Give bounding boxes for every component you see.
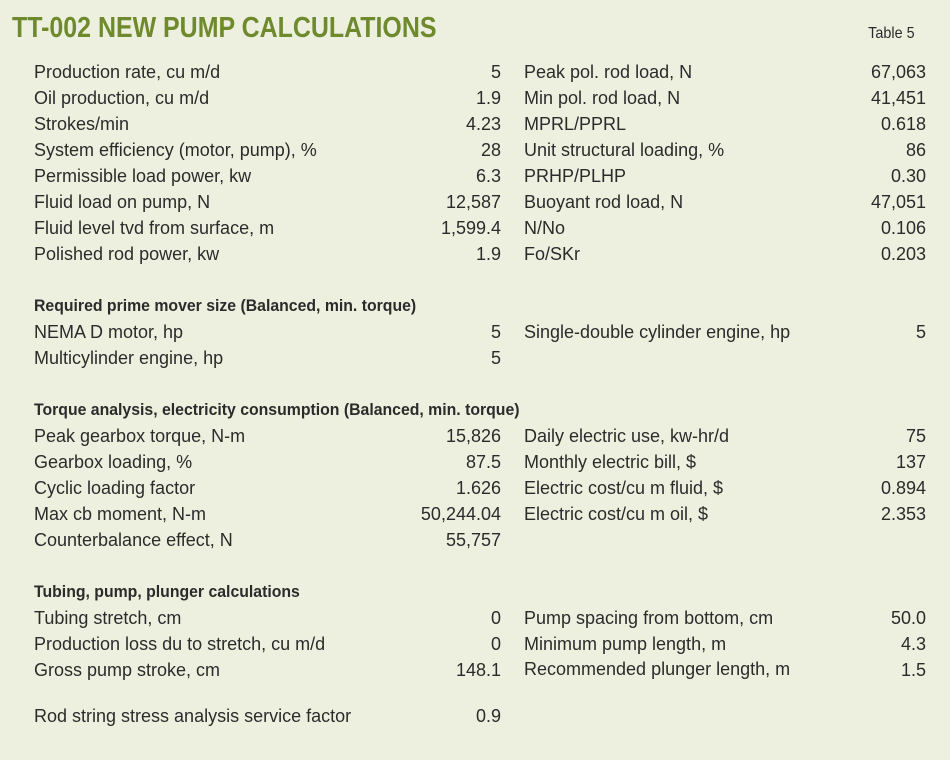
section-torque-analysis bbox=[34, 397, 928, 553]
row-label: Production loss du to stretch, cu m/d bbox=[34, 634, 326, 654]
row-value: 0.203 bbox=[880, 244, 926, 264]
row-label: Rod string stress analysis service factor bbox=[34, 706, 352, 726]
row-label: Buoyant rod load, N bbox=[524, 192, 684, 212]
table-number: Table 5 bbox=[868, 25, 915, 42]
row-label: Peak pol. rod load, N bbox=[524, 62, 693, 82]
row-value: 137 bbox=[895, 452, 926, 472]
table-row bbox=[34, 475, 928, 501]
row-label: Single-double cylinder engine, hp bbox=[524, 322, 791, 342]
row-value: 0 bbox=[490, 634, 501, 654]
table-row bbox=[34, 527, 928, 553]
row-value: 50,244.04 bbox=[420, 504, 501, 524]
table-row bbox=[34, 605, 928, 631]
table-row bbox=[34, 703, 928, 729]
table-row bbox=[34, 657, 928, 703]
row-value: 87.5 bbox=[465, 452, 501, 472]
row-value: 5 bbox=[915, 322, 926, 342]
row-value: 5 bbox=[490, 62, 501, 82]
row-value: 1.5 bbox=[900, 660, 926, 680]
row-label: Recommended plunger length, m bbox=[524, 659, 791, 679]
table-row bbox=[34, 241, 928, 267]
row-value: 1,599.4 bbox=[440, 218, 501, 238]
row-label: Pump spacing from bottom, cm bbox=[524, 608, 774, 628]
section-spacer bbox=[34, 553, 928, 579]
row-value: 47,051 bbox=[870, 192, 926, 212]
row-value: 55,757 bbox=[445, 530, 501, 550]
row-value: 28 bbox=[480, 140, 501, 160]
table-row bbox=[34, 319, 928, 345]
table-row bbox=[34, 215, 928, 241]
table-row bbox=[34, 137, 928, 163]
row-value: 67,063 bbox=[870, 62, 926, 82]
row-value: 0.618 bbox=[880, 114, 926, 134]
row-label: Max cb moment, N-m bbox=[34, 504, 207, 524]
row-label: Electric cost/cu m fluid, $ bbox=[524, 478, 724, 498]
row-value: 4.23 bbox=[465, 114, 501, 134]
row-value: 0.9 bbox=[475, 706, 501, 726]
section-tubing-pump-plunger bbox=[34, 579, 928, 729]
section-spacer bbox=[34, 267, 928, 293]
row-label: Production rate, cu m/d bbox=[34, 62, 221, 82]
row-label: MPRL/PPRL bbox=[524, 114, 627, 134]
row-label: System efficiency (motor, pump), % bbox=[34, 140, 317, 160]
row-value: 5 bbox=[490, 348, 501, 368]
row-value: 15,826 bbox=[445, 426, 501, 446]
row-value: 148.1 bbox=[455, 660, 501, 680]
row-label: Permissible load power, kw bbox=[34, 166, 252, 186]
row-label: Unit structural loading, % bbox=[524, 140, 725, 160]
table-row bbox=[34, 189, 928, 215]
row-value: 5 bbox=[490, 322, 501, 342]
row-label: Monthly electric bill, $ bbox=[524, 452, 697, 472]
row-label: Fluid level tvd from surface, m bbox=[34, 218, 275, 238]
row-label: N/No bbox=[524, 218, 566, 238]
table-row bbox=[34, 501, 928, 527]
row-value: 41,451 bbox=[870, 88, 926, 108]
row-value: 1.9 bbox=[475, 88, 501, 108]
row-label: Fo/SKr bbox=[524, 244, 581, 264]
table-row bbox=[34, 59, 928, 85]
row-label: Oil production, cu m/d bbox=[34, 88, 210, 108]
row-label: Minimum pump length, m bbox=[524, 634, 727, 654]
row-value: 4.3 bbox=[900, 634, 926, 654]
row-value: 12,587 bbox=[445, 192, 501, 212]
section-heading: Required prime mover size (Balanced, min. torque) bbox=[34, 296, 417, 315]
row-label: Gearbox loading, % bbox=[34, 452, 193, 472]
table-row bbox=[34, 85, 928, 111]
row-label: PRHP/PLHP bbox=[524, 166, 627, 186]
row-value: 1.626 bbox=[455, 478, 501, 498]
row-label: Strokes/min bbox=[34, 114, 130, 134]
table-row bbox=[34, 449, 928, 475]
calculations-table bbox=[34, 59, 928, 729]
row-value: 0.106 bbox=[880, 218, 926, 238]
table-row bbox=[34, 631, 928, 657]
table-row bbox=[34, 345, 928, 371]
row-label: NEMA D motor, hp bbox=[34, 322, 184, 342]
table-row bbox=[34, 163, 928, 189]
section-prime-mover bbox=[34, 293, 928, 371]
row-label: Counterbalance effect, N bbox=[34, 530, 233, 550]
row-value: 50.0 bbox=[890, 608, 926, 628]
row-value: 0 bbox=[490, 608, 501, 628]
row-label: Electric cost/cu m oil, $ bbox=[524, 504, 709, 524]
row-value: 1.9 bbox=[475, 244, 501, 264]
row-label: Polished rod power, kw bbox=[34, 244, 220, 264]
row-label: Tubing stretch, cm bbox=[34, 608, 182, 628]
table-title: TT-002 NEW PUMP CALCULATIONS bbox=[12, 12, 437, 44]
row-value: 0.30 bbox=[890, 166, 926, 186]
row-value: 75 bbox=[905, 426, 926, 446]
row-label: Peak gearbox torque, N-m bbox=[34, 426, 246, 446]
section-general bbox=[34, 59, 928, 267]
row-label: Daily electric use, kw-hr/d bbox=[524, 426, 730, 446]
row-label: Min pol. rod load, N bbox=[524, 88, 681, 108]
row-label: Cyclic loading factor bbox=[34, 478, 196, 498]
row-label: Gross pump stroke, cm bbox=[34, 660, 221, 680]
row-label: Multicylinder engine, hp bbox=[34, 348, 224, 368]
row-value: 6.3 bbox=[475, 166, 501, 186]
section-heading: Tubing, pump, plunger calculations bbox=[34, 582, 300, 601]
row-label: Fluid load on pump, N bbox=[34, 192, 211, 212]
row-value: 2.353 bbox=[880, 504, 926, 524]
table-row bbox=[34, 111, 928, 137]
row-value: 0.894 bbox=[880, 478, 926, 498]
table-row bbox=[34, 423, 928, 449]
section-heading: Torque analysis, electricity consumption (Balanced, min. torque) bbox=[34, 400, 520, 419]
row-value: 86 bbox=[905, 140, 926, 160]
section-spacer bbox=[34, 371, 928, 397]
